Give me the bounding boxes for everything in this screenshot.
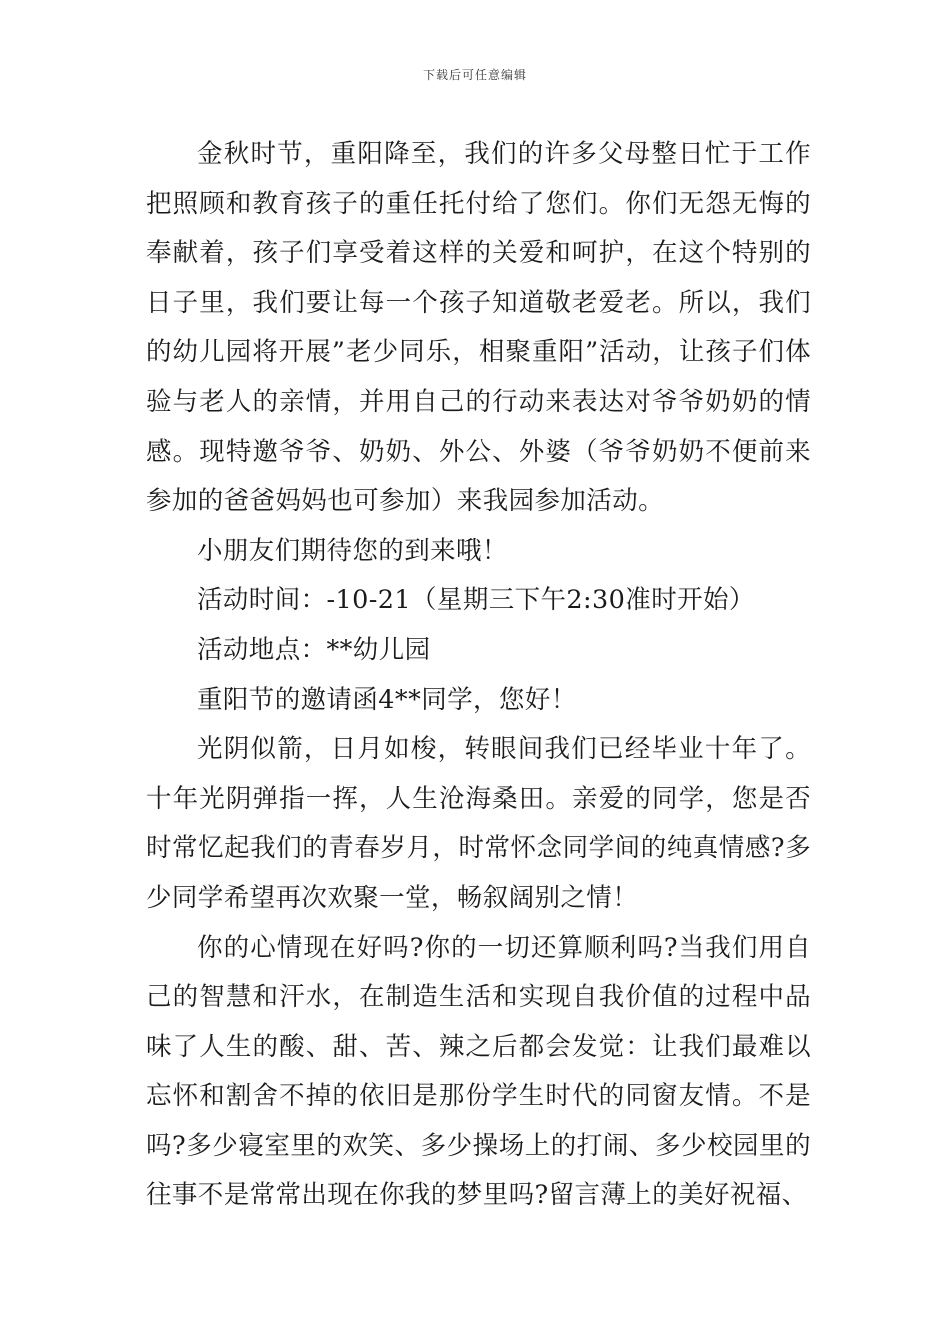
paragraph-activity-location: 活动地点：**幼儿园 [197, 634, 431, 665]
paragraph-invitation-4-greeting: 重阳节的邀请函4**同学，您好！ [197, 684, 577, 715]
paragraph-invitation-intro: 金秋时节，重阳降至，我们的许多父母整日忙于工作把照顾和教育孩子的重任托付给了您们。你们无怨无悔的奉献着，孩子们享受着这样的关爱和呵护，在这个特别的日子里，我们要让每一个孩子知道敬老爱老。所以，我们的幼儿园将开展”老少同乐，相聚重阳”活动，让孩子们体验与老人的亲情，并用自己的行动来表达对爷爷奶奶的情感。现特邀爷爷、奶奶、外公、外婆（爷爷奶奶不便前来参加的爸爸妈妈也可参加）来我园参加活动。 [146, 139, 811, 517]
paragraph-activity-time: 活动时间：-10-21（星期三下午2:30准时开始） [197, 585, 755, 616]
document-body [146, 130, 811, 1221]
paragraph-looking-forward: 小朋友们期待您的到来哦！ [197, 535, 508, 566]
paragraph-ten-years: 光阴似箭，日月如梭，转眼间我们已经毕业十年了。十年光阴弹指一挥，人生沧海桑田。亲爱的同学，您是否时常忆起我们的青春岁月，时常怀念同学间的纯真情感?多少同学希望再次欢聚一堂，畅叙阔别之情！ [146, 734, 811, 913]
page-header: 下载后可任意编辑 [422, 68, 527, 82]
paragraph-friendship: 你的心情现在好吗?你的一切还算顺利吗?当我们用自己的智慧和汗水，在制造生活和实现自我价值的过程中品味了人生的酸、甜、苦、辣之后都会发觉：让我们最难以忘怀和割舍不掉的依旧是那份学生时代的同窗友情。不是吗?多少寝室里的欢笑、多少操场上的打闹、多少校园里的往事不是常常出现在你我的梦里吗?留言薄上的美好祝福、 [146, 932, 811, 1211]
